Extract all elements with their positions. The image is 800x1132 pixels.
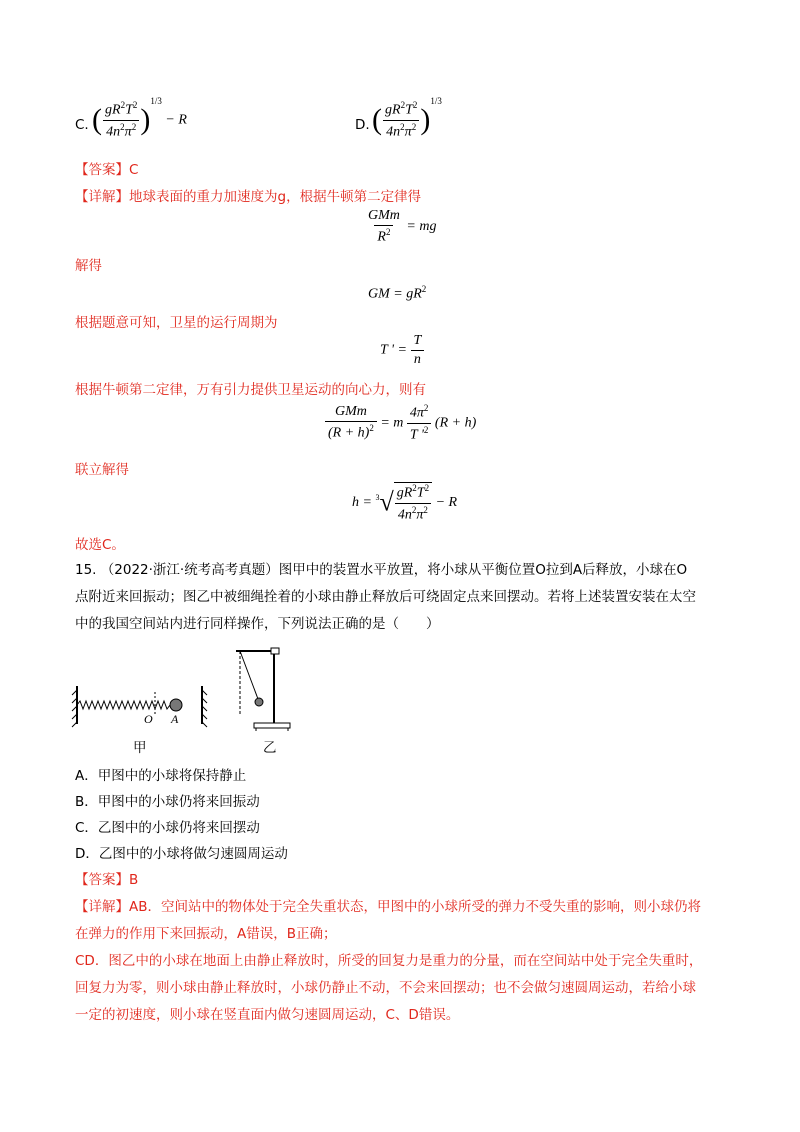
option-a: A．甲图中的小球将保持静止 [75,768,247,784]
question-15-text [75,557,745,638]
detail-ab-line-1: 【详解】AB．空间站中的物体处于完全失重状态，甲图中的小球所受的弹力不受失重的影响，则小球仍将 [75,899,701,915]
detail-cd-line-2: 回复力为零，则小球由静止释放时，小球仍静止不动，不会来回摆动；也不会做匀速圆周运动，若给小球 [75,980,696,996]
detail-15 [75,894,745,1029]
formula-period: T ' = $\frac{T}{n}$ [380,333,424,368]
figure-jia-label: 甲 [133,740,147,756]
option-c: C．乙图中的小球仍将来回摆动 [75,820,260,836]
question-15-line-3: 中的我国空间站内进行同样操作，下列说法正确的是（ ） [75,616,440,632]
option-b: B．甲图中的小球仍将来回振动 [75,794,260,810]
detail-cd-line-1: CD．图乙中的小球在地面上由静止释放时，所受的回复力是重力的分量，而在空间站中处于完全失重时， [75,953,703,969]
question-15-line-1: 15. （2022·浙江·统考高考真题）图甲中的装置水平放置，将小球从平衡位置O拉到A后释放，小球在O [75,562,688,578]
conclusion-prev: 故选C。 [75,537,125,553]
point-a-label: A [171,712,179,726]
option-d: D．乙图中的小球将做匀速圆周运动 [75,846,288,862]
question-15-line-2: 点附近来回振动；图乙中被细绳拴着的小球由静止释放后可绕固定点来回摆动。若将上述装置安装在太空 [75,589,696,605]
formula-gravity: $\frac{\text{GMm}}{R^2}$ = mg [368,208,437,245]
formula-centripetal: $\frac{\text{GMm}}{(R + h)^2}$ = m $\frac{4\pi^2}{T '^2}$ (R + h) [325,403,476,443]
detail-cd-line-3: 一定的初速度，则小球在竖直面内做匀速圆周运动，C、D错误。 [75,1007,460,1023]
figure-yi-label: 乙 [263,740,277,756]
option-d-label: D. [355,117,370,133]
option-c-label: C. [75,117,89,133]
figure-yi-pendulum [228,645,298,735]
option-c-formula: ( $\frac{gR^2T^2}{4n^2\pi^2}$ )$^{1/3}$ − R [92,95,187,140]
step-newton: 根据牛顿第二定律，万有引力提供卫星运动的向心力，则有 [75,382,426,398]
formula-h: h = $^3$√ $\frac{gR^2T^2}{4n^2\pi^2}$ − R [352,483,458,523]
step-jiede-1: 解得 [75,258,102,274]
detail-ab-line-2: 在弹力的作用下来回振动，A错误，B正确； [75,926,337,942]
step-lianli: 联立解得 [75,462,129,478]
detail-intro: 【详解】地球表面的重力加速度为g，根据牛顿第二定律得 [75,189,422,205]
formula-gm: GM = $gR^2$ [368,284,427,302]
option-d-formula: ( $\frac{gR^2T^2}{4n^2\pi^2}$ )$^{1/3}$ [372,95,442,140]
point-o-label: O [144,712,153,726]
step-period: 根据题意可知，卫星的运行周期为 [75,315,278,331]
question-15-options [75,763,288,867]
answer-15: 【答案】B [75,872,139,888]
answer-prev: 【答案】C [75,162,139,178]
